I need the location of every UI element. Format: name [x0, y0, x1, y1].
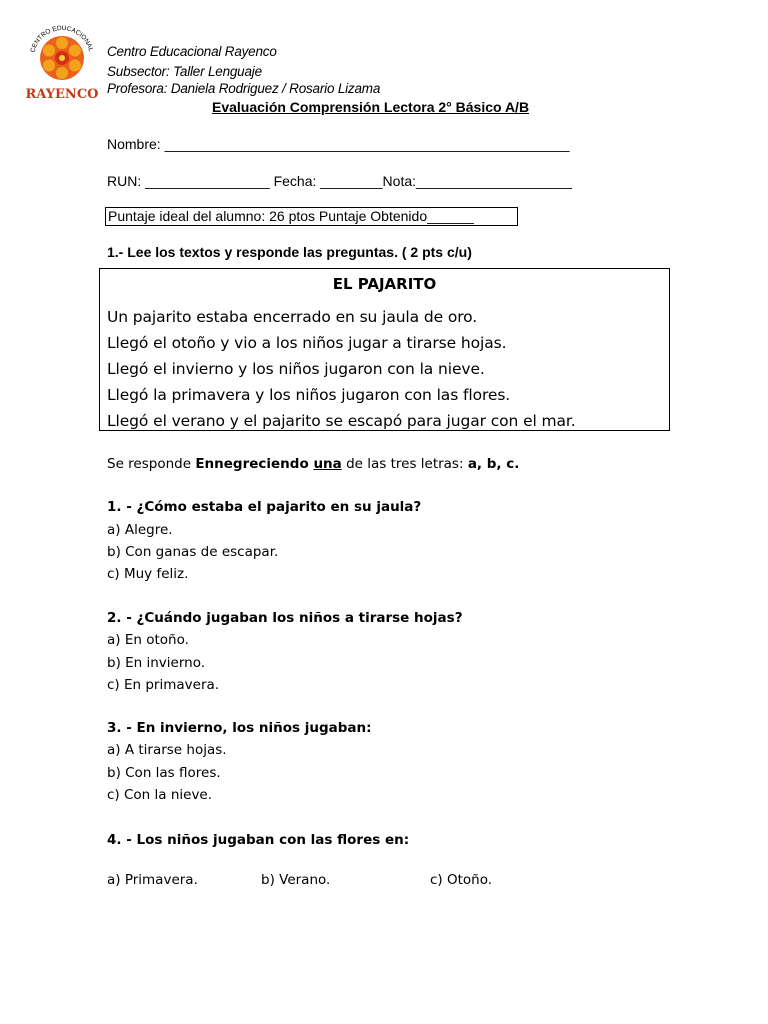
logo-name: RAYENCO	[26, 87, 98, 102]
q4-option-c[interactable]: c) Otoño.	[430, 872, 493, 888]
answer-instruction-underlined: una	[313, 456, 342, 472]
run-date-grade-field[interactable]: RUN: ________________ Fecha: ________Nota:____________________	[107, 173, 572, 189]
story-line: Llegó el otoño y vio a los niños jugar a tirarse hojas.	[107, 334, 507, 352]
q1-option-a[interactable]: a) Alegre.	[107, 522, 173, 538]
flower-sun-icon	[26, 22, 98, 102]
instruction: 1.- Lee los textos y responde las preguntas. ( 2 pts c/u)	[107, 244, 472, 260]
school-name: Centro Educacional Rayenco	[107, 44, 277, 59]
q1-option-c[interactable]: c) Muy feliz.	[107, 566, 189, 582]
q3-option-b[interactable]: b) Con las flores.	[107, 765, 221, 781]
answer-instruction-bold: Ennegreciendo	[195, 456, 314, 472]
story-title: EL PAJARITO	[332, 275, 437, 293]
page-title: Evaluación Comprensión Lectora 2° Básico A/B	[212, 99, 530, 115]
q2-option-b[interactable]: b) En invierno.	[107, 655, 206, 671]
question-3: 3. - En invierno, los niños jugaban:	[107, 720, 372, 736]
q1-option-b[interactable]: b) Con ganas de escapar.	[107, 544, 279, 560]
name-field[interactable]: Nombre: ____________________________________________________	[107, 136, 570, 152]
q3-option-c[interactable]: c) Con la nieve.	[107, 787, 213, 803]
story-box	[99, 268, 670, 431]
teachers: Profesora: Daniela Rodriguez / Rosario Lizama	[107, 81, 381, 96]
answer-instruction-mid: de las tres letras:	[341, 456, 468, 472]
story-line: Llegó la primavera y los niños jugaron con las flores.	[107, 386, 511, 404]
q3-option-a[interactable]: a) A tirarse hojas.	[107, 742, 227, 758]
q2-option-c[interactable]: c) En primavera.	[107, 677, 220, 693]
story-text	[107, 304, 576, 434]
school-logo	[26, 22, 98, 102]
answer-instruction-pre: Se responde	[107, 456, 196, 472]
question-1: 1. - ¿Cómo estaba el pajarito en su jaula?	[107, 499, 422, 515]
score-box: Puntaje ideal del alumno: 26 ptos Puntaje Obtenido______	[105, 207, 518, 226]
question-4: 4. - Los niños jugaban con las flores en:	[107, 832, 410, 848]
logo-arc-text: CENTRO EDUCACIONAL	[29, 24, 95, 54]
story-line: Llegó el invierno y los niños jugaron con la nieve.	[107, 360, 485, 378]
answer-instruction-letters: a, b, c.	[467, 456, 520, 472]
subsector: Subsector: Taller Lenguaje	[107, 64, 262, 79]
story-line: Un pajarito estaba encerrado en su jaula de oro.	[107, 308, 478, 326]
question-2: 2. - ¿Cuándo jugaban los niños a tirarse hojas?	[107, 610, 463, 626]
story-line: Llegó el verano y el pajarito se escapó para jugar con el mar.	[107, 412, 576, 430]
answer-instruction	[107, 456, 519, 472]
q4-option-a[interactable]: a) Primavera.	[107, 872, 198, 888]
q4-option-b[interactable]: b) Verano.	[261, 872, 331, 888]
q2-option-a[interactable]: a) En otoño.	[107, 632, 189, 648]
